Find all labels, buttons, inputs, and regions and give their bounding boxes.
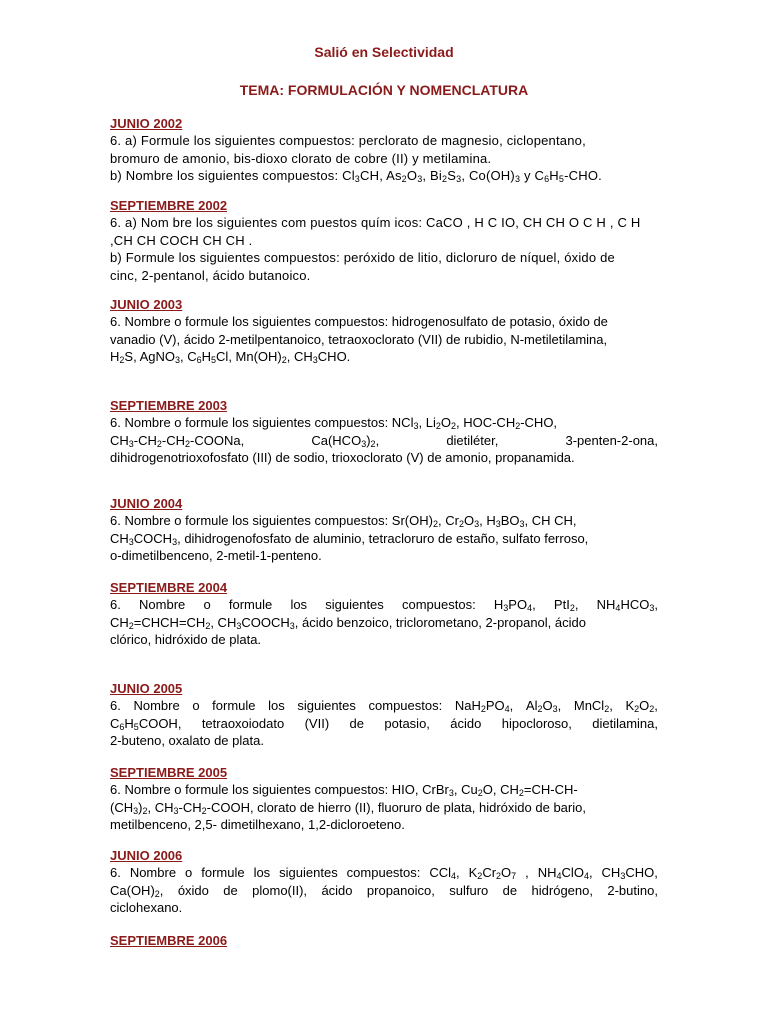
exam-section bbox=[110, 116, 658, 185]
question-word: 2-butino, bbox=[607, 882, 658, 898]
question-line bbox=[110, 432, 658, 450]
question-line: metilbenceno, 2,5- dimetilhexano, 1,2-dicloroeteno. bbox=[110, 817, 405, 832]
exam-section bbox=[110, 496, 658, 565]
exam-section bbox=[110, 848, 658, 917]
question-text bbox=[110, 414, 658, 467]
question-word: $Ca(OH)_2$, bbox=[110, 882, 164, 899]
question-word: ácido bbox=[450, 715, 482, 731]
section-heading: SEPTIEMBRE 2005 bbox=[110, 765, 228, 780]
exam-section bbox=[110, 765, 658, 834]
question-word: 6. bbox=[110, 865, 121, 880]
question-word: formule bbox=[212, 698, 256, 713]
question-word: $NaH_2PO_4$, bbox=[454, 698, 514, 714]
question-word: $NH_4HCO_3$, bbox=[596, 597, 658, 613]
question-line: $(CH_3)_2$, $CH_3-CH_2$-COOH, clorato de hierro (II), fluoruro de plata, hidróxido de bario, bbox=[110, 799, 586, 816]
question-word: siguientes bbox=[279, 865, 338, 880]
question-word: $NH_4ClO_4$, bbox=[537, 865, 593, 881]
question-word: propanoico, bbox=[366, 882, 435, 898]
question-word: compuestos: bbox=[346, 865, 421, 880]
exam-section bbox=[110, 681, 658, 750]
question-line: 6. Nombre o formule los siguientes compuestos: hidrogenosulfato de potasio, óxido de bbox=[110, 314, 608, 329]
question-word: Nombre bbox=[133, 698, 180, 713]
question-word: de bbox=[502, 882, 518, 898]
question-line: cinc, 2-pentanol, ácido butanoico. bbox=[110, 267, 311, 283]
question-word: $K_2Cr_2O_7$ bbox=[468, 865, 517, 881]
question-word: dietiléter, bbox=[446, 432, 499, 448]
question-word: los bbox=[290, 597, 308, 612]
question-line: bromuro de amonio, bis-dioxo clorato de cobre (II) y metilamina. bbox=[110, 150, 492, 166]
question-line bbox=[110, 882, 658, 900]
question-word: 6. bbox=[110, 698, 121, 713]
question-word: PtI$_2$, bbox=[553, 597, 579, 613]
question-line: b) Formule los siguientes compuestos: peróxido de litio, dicloruro de níquel, óxido de bbox=[110, 250, 615, 265]
question-word: sulfuro bbox=[449, 882, 489, 898]
question-word: compuestos: bbox=[368, 698, 443, 713]
question-word: ácido bbox=[321, 882, 353, 898]
question-line bbox=[110, 697, 658, 715]
question-line: 6. Nombre o formule los siguientes compuestos: HIO, CrBr$_3$, $Cu_2O$, $CH_2=CH-CH-$ bbox=[110, 782, 578, 798]
question-word: $CH_3-CH_2-CH_2$-COONa, bbox=[110, 432, 245, 449]
question-word: $Ca(HCO_3)_2$, bbox=[311, 432, 380, 449]
section-heading: SEPTIEMBRE 2003 bbox=[110, 398, 228, 413]
question-text bbox=[110, 132, 658, 185]
question-word: 3-penten-2-ona, bbox=[565, 432, 658, 448]
question-word: $H_3PO_4$, bbox=[493, 597, 536, 613]
question-text bbox=[110, 596, 658, 649]
section-heading: JUNIO 2005 bbox=[110, 681, 183, 696]
question-line: 6. a) Formule los siguientes compuestos: perclorato de magnesio, ciclopentano, bbox=[110, 133, 586, 148]
question-word: formule bbox=[201, 865, 245, 880]
question-word: o bbox=[192, 698, 200, 713]
question-word: los bbox=[268, 698, 285, 713]
topic-heading: TEMA: FORMULACIÓN Y NOMENCLATURA bbox=[239, 82, 529, 98]
question-word: plomo(II), bbox=[252, 882, 308, 898]
section-heading: SEPTIEMBRE 2002 bbox=[110, 198, 228, 213]
section-heading: SEPTIEMBRE 2004 bbox=[110, 580, 228, 595]
section-heading: SEPTIEMBRE 2006 bbox=[110, 933, 228, 948]
question-line bbox=[110, 596, 658, 614]
question-line bbox=[110, 715, 658, 733]
question-word: potasio, bbox=[384, 715, 430, 731]
question-word: formule bbox=[228, 597, 273, 612]
question-text bbox=[110, 864, 658, 917]
section-heading: JUNIO 2003 bbox=[110, 297, 183, 312]
question-word: (VII) bbox=[304, 715, 330, 731]
exam-section bbox=[110, 198, 658, 284]
question-line: 6. a) Nom bre los siguientes com puestos quím icos: CaCO , H C IO, CH CH O C H , C H bbox=[110, 215, 641, 230]
question-word: dietilamina, bbox=[592, 715, 658, 731]
question-line: o-dimetilbenceno, 2-metil-1-penteno. bbox=[110, 548, 322, 563]
question-word: hidrógeno, bbox=[531, 882, 593, 898]
question-word: CCl$_4$, bbox=[429, 865, 460, 881]
question-line: ,CH CH COCH CH CH . bbox=[110, 232, 253, 248]
question-word: , bbox=[525, 865, 529, 880]
question-text bbox=[110, 313, 658, 366]
question-word: o bbox=[203, 597, 211, 612]
question-word: de bbox=[349, 715, 364, 731]
question-text bbox=[110, 512, 658, 565]
question-word: MnCl$_2$, bbox=[573, 698, 613, 714]
section-heading: JUNIO 2004 bbox=[110, 496, 183, 511]
question-word: 6. bbox=[110, 597, 121, 612]
question-text bbox=[110, 781, 658, 834]
exam-section bbox=[110, 580, 658, 649]
question-word: $K_2O_2$, bbox=[625, 698, 658, 714]
question-word: los bbox=[253, 865, 271, 880]
question-word: de bbox=[223, 882, 238, 898]
question-word: siguientes bbox=[297, 698, 356, 713]
question-line: ciclohexano. bbox=[110, 900, 183, 915]
exam-section bbox=[110, 398, 658, 467]
section-heading: JUNIO 2006 bbox=[110, 848, 183, 863]
exam-section bbox=[110, 933, 658, 949]
question-word: hipocloroso, bbox=[501, 715, 572, 731]
exam-section bbox=[110, 297, 658, 366]
question-word: siguientes bbox=[325, 597, 384, 612]
question-line bbox=[110, 864, 658, 882]
question-line: $CH_3COCH_3$, dihidrogenofosfato de aluminio, tetracloruro de estaño, sulfato ferroso, bbox=[110, 530, 589, 547]
question-line: clórico, hidróxido de plata. bbox=[110, 632, 262, 647]
question-word: $CH_3CHO$, bbox=[601, 865, 658, 881]
question-word: tetraoxoiodato bbox=[201, 715, 285, 731]
question-word: compuestos: bbox=[401, 597, 476, 612]
question-word: $Al_2O_3$, bbox=[525, 698, 562, 714]
question-word: óxido bbox=[177, 882, 209, 898]
question-line: $H_2S$, AgNO$_3$, $C_6H_5Cl$, $Mn(OH)_2$, $CH_3CHO$. bbox=[110, 349, 351, 365]
question-text bbox=[110, 697, 658, 750]
section-heading: JUNIO 2002 bbox=[110, 116, 183, 131]
question-text bbox=[110, 214, 658, 284]
question-line: 6. Nombre o formule los siguientes compuestos: $Sr(OH)_2$, $Cr_2O_3$, $H_3BO_3$, CH CH, bbox=[110, 513, 577, 529]
question-word: Nombre bbox=[139, 597, 186, 612]
question-line: $CH_2=CHCH=CH_2$, $CH_3COOCH_3$, ácido benzoico, triclorometano, 2-propanol, ácido bbox=[110, 614, 586, 631]
question-word: $C_6H_5COOH$, bbox=[110, 715, 182, 732]
question-word: Nombre bbox=[129, 865, 177, 880]
question-line: 6. Nombre o formule los siguientes compuestos: NCl$_3$, $Li_2O_2$, HOC-$CH_2$-CHO, bbox=[110, 415, 558, 431]
document-title: Salió en Selectividad bbox=[314, 44, 454, 60]
question-word: o bbox=[185, 865, 193, 880]
question-line: vanadio (V), ácido 2-metilpentanoico, tetraoxoclorato (VII) de rubidio, N-metiletilamina, bbox=[110, 331, 608, 347]
question-line: 2-buteno, oxalato de plata. bbox=[110, 733, 264, 748]
question-line: b) Nombre los siguientes compuestos: $Cl_3CH$, $As_2O_3$, $Bi_2S_3$, $Co(OH)_3$ y $C_6H_5$-CHO. bbox=[110, 168, 602, 184]
question-line: dihidrogenotrioxofosfato (III) de sodio, trioxoclorato (V) de amonio, propanamida. bbox=[110, 450, 575, 465]
